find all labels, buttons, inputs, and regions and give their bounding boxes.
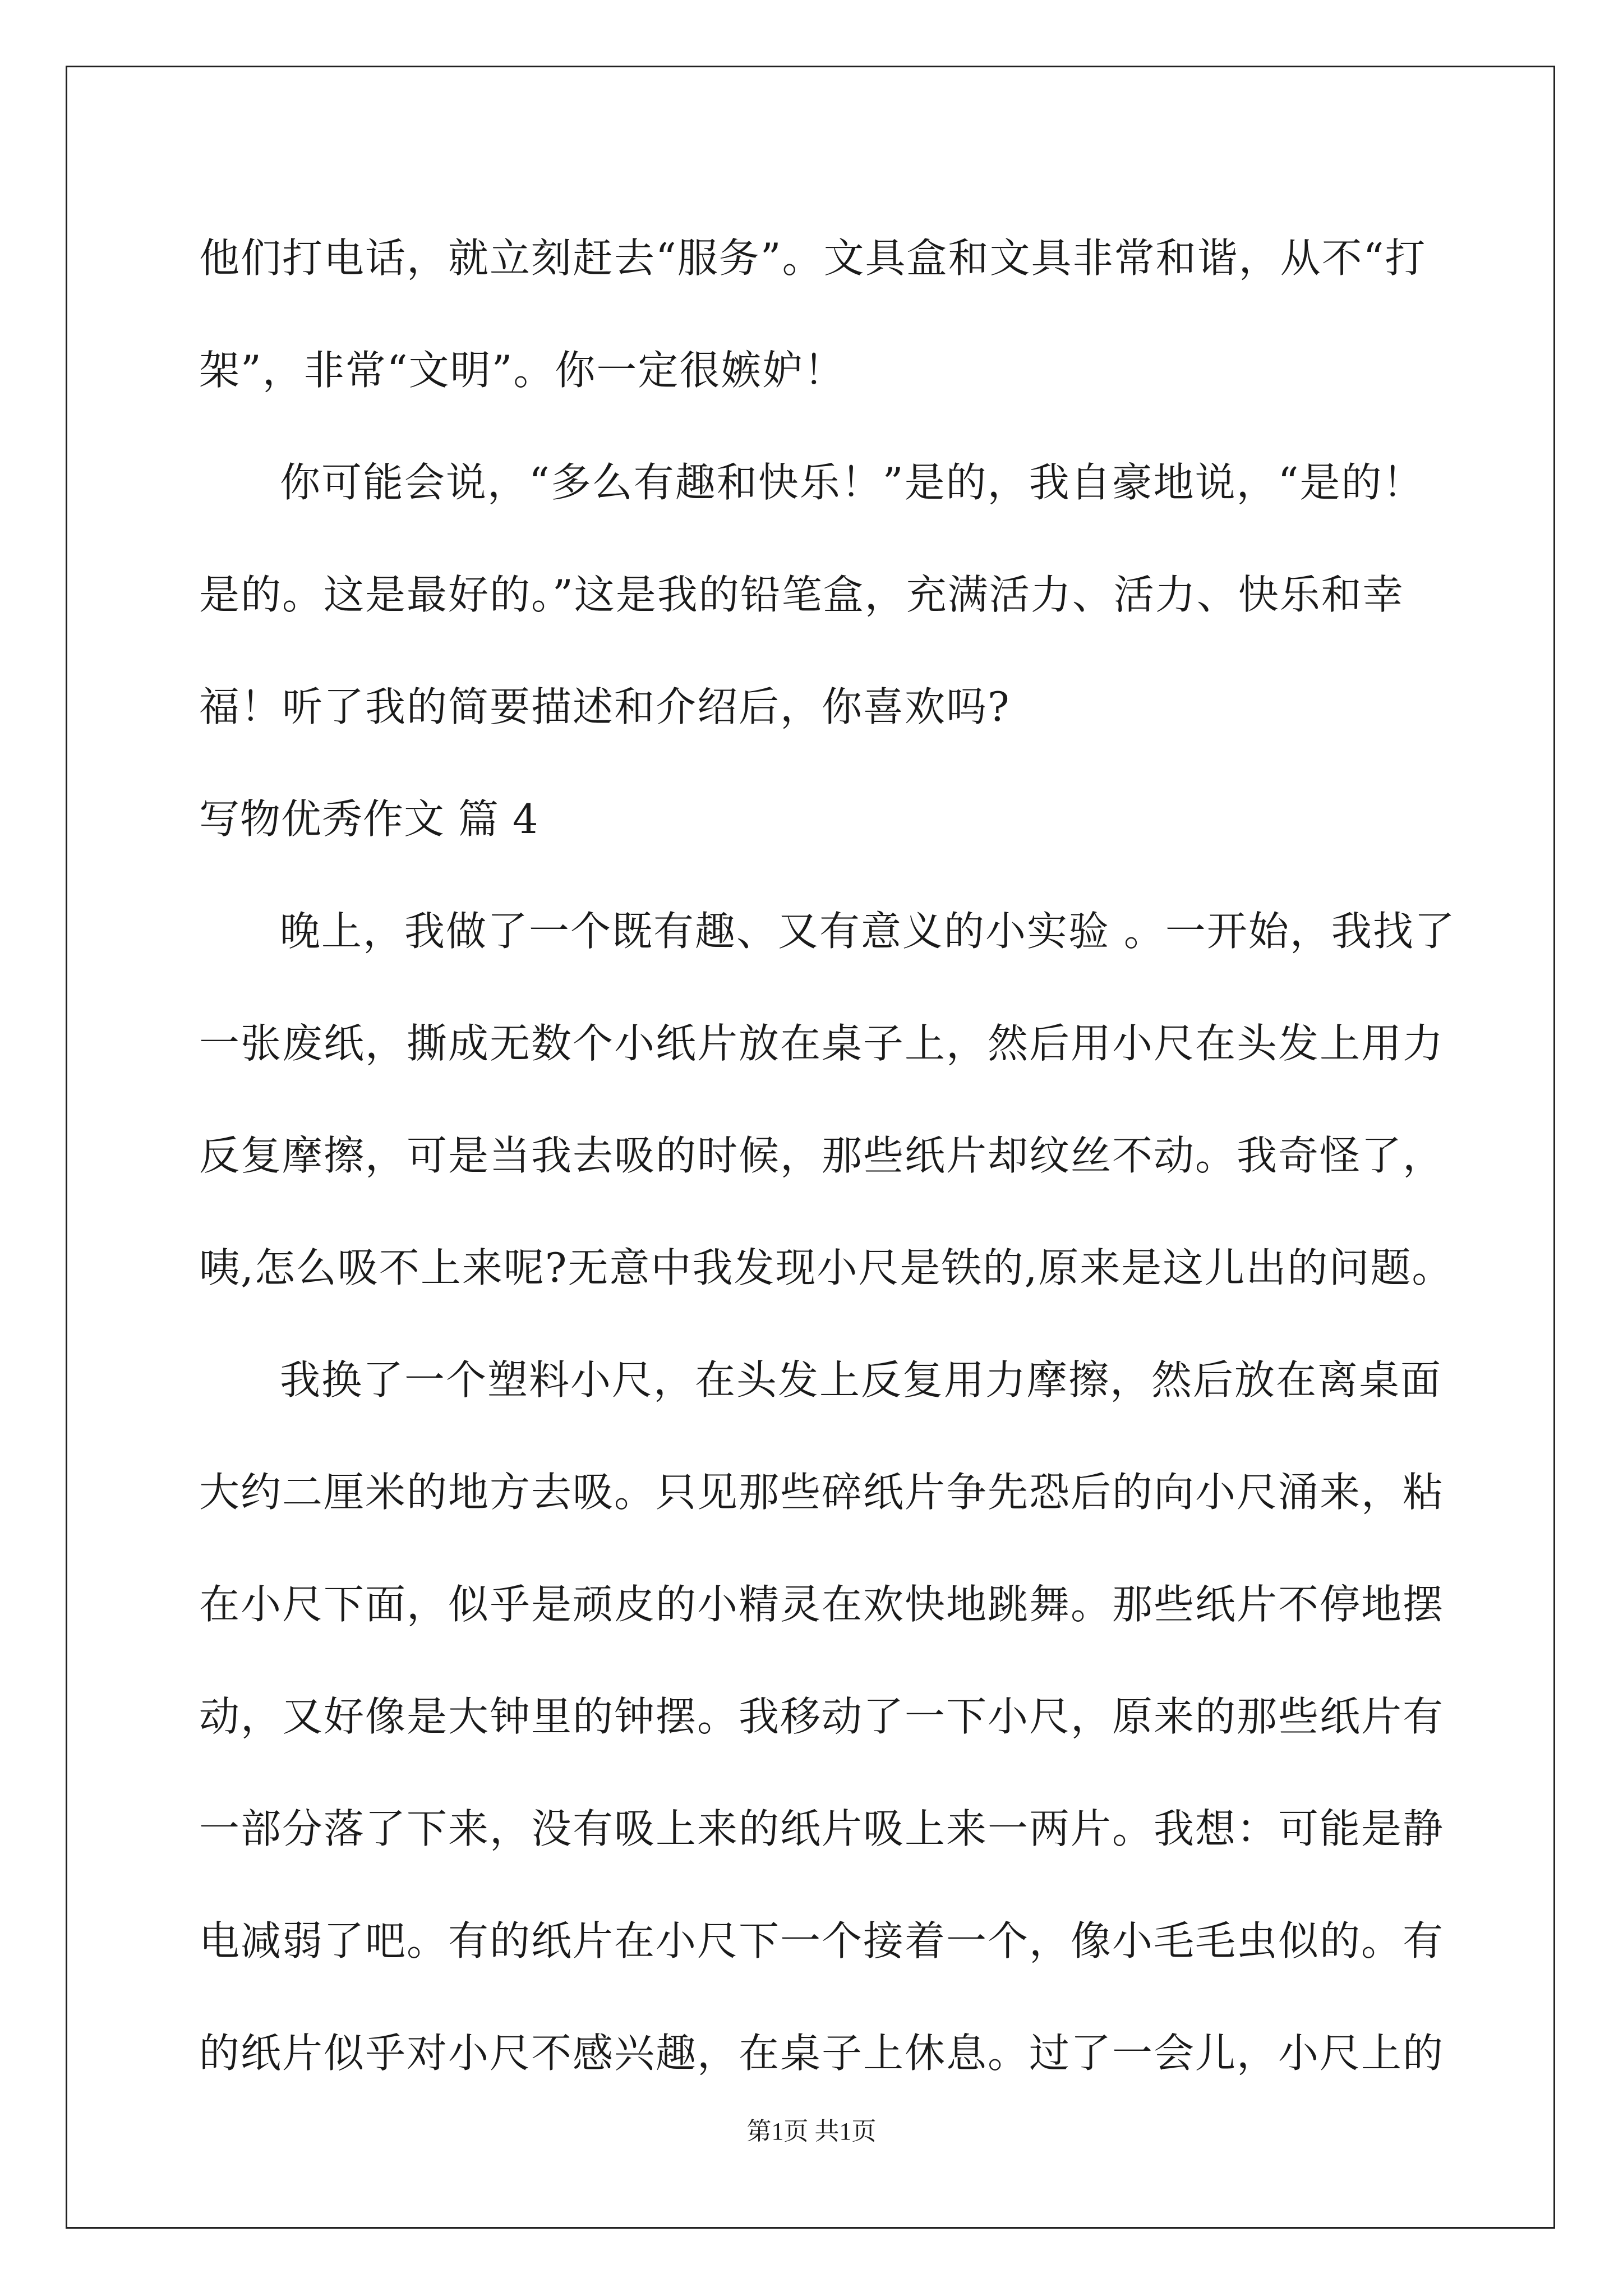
- body-line: 咦,怎么吸不上来呢?无意中我发现小尺是铁的,原来是这儿出的问题。: [199, 1244, 1454, 1291]
- body-line: 动，又好像是大钟里的钟摆。我移动了一下小尺，原来的那些纸片有: [199, 1693, 1445, 1740]
- body-line: 架”，非常“文明”。你一定很嫉妒！: [199, 347, 846, 394]
- body-line: 的纸片似乎对小尺不感兴趣，在桌子上休息。过了一会儿，小尺上的: [199, 2030, 1445, 2077]
- body-line: 他们打电话，就立刻赶去“服务”。文具盒和文具非常和谐，从不“打: [199, 234, 1427, 282]
- body-line: 是的。这是最好的。”这是我的铅笔盒，充满活力、活力、快乐和幸: [199, 571, 1404, 618]
- body-line: 一张废纸，撕成无数个小纸片放在桌子上，然后用小尺在头发上用力: [199, 1020, 1445, 1067]
- paragraph-first-line: 晚上，我做了一个既有趣、又有意义的小实验 。一开始，我找了: [280, 908, 1456, 955]
- page-footer: 第1页 共1页: [746, 2118, 877, 2145]
- document-body: [199, 202, 1456, 2109]
- body-line: 一部分落了下来，没有吸上来的纸片吸上来一两片。我想：可能是静: [199, 1805, 1445, 1852]
- section-heading: 写物优秀作文 篇 4: [199, 795, 539, 843]
- body-line: 福！听了我的简要描述和介绍后，你喜欢吗?: [199, 683, 1011, 730]
- paragraph-first-line: 你可能会说，“多么有趣和快乐！”是的，我自豪地说，“是的！: [280, 459, 1424, 506]
- body-line: 在小尺下面，似乎是顽皮的小精灵在欢快地跳舞。那些纸片不停地摆: [199, 1581, 1445, 1628]
- body-line: 电减弱了吧。有的纸片在小尺下一个接着一个，像小毛毛虫似的。有: [199, 1917, 1445, 1964]
- body-line: 反复摩擦，可是当我去吸的时候，那些纸片却纹丝不动。我奇怪了，: [199, 1132, 1445, 1179]
- paragraph-first-line: 我换了一个塑料小尺，在头发上反复用力摩擦，然后放在离桌面: [280, 1356, 1442, 1404]
- body-line: 大约二厘米的地方去吸。只见那些碎纸片争先恐后的向小尺涌来，粘: [199, 1469, 1445, 1516]
